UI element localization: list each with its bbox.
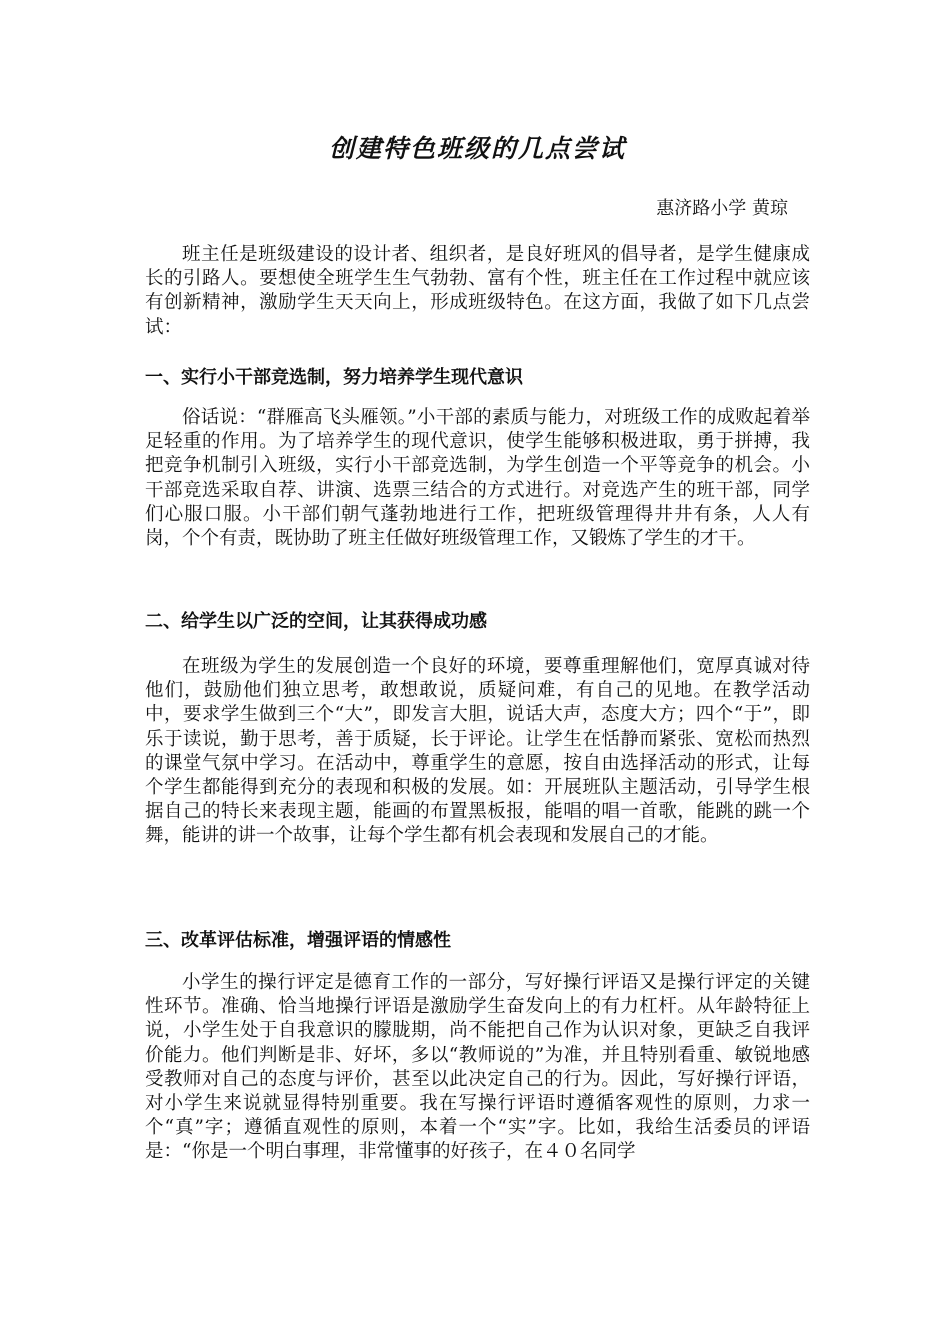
- section-body-1: 俗话说：“群雁高飞头雁领。”小干部的素质与能力，对班级工作的成败起着举足轻重的作用。为了培养学生的现代意识，使学生能够积极进取，勇于拼搏，我把竞争机制引入班级，实行小干部竞选制，为学生创造一个平等竞争的机会。小干部竞选采取自荐、讲演、选票三结合的方式进行。对竞选产生的班干部，同学们心服口服。小干部们朝气蓬勃地进行工作，把班级管理得井井有条，人人有岗，个个有责，既协助了班主任做好班级管理工作，又锻炼了学生的才干。: [145, 407, 810, 550]
- section-body-3: 小学生的操行评定是德育工作的一部分，写好操行评语又是操行评定的关键性环节。准确、恰当地操行评语是激励学生奋发向上的有力杠杆。从年龄特征上说，小学生处于自我意识的朦胧期，尚不能把自己作为认识对象，更缺乏自我评价能力。他们判断是非、好坏，多以“教师说的”为准，并且特别看重、敏锐地感受教师对自己的态度与评价，甚至以此决定自己的行为。因此，写好操行评语，对小学生来说就显得特别重要。我在写操行评语时遵循客观性的原则，力求一个“真”字；遵循直观性的原则，本着一个“实”字。比如，我给生活委员的评语是：“你是一个明白事理，非常懂事的好孩子，在４０名同学: [145, 972, 810, 1163]
- section-heading-1: 一、实行小干部竞选制，努力培养学生现代意识: [145, 367, 523, 388]
- section-body-2: 在班级为学生的发展创造一个良好的环境，要尊重理解他们，宽厚真诚对待他们，鼓励他们独立思考，敢想敢说，质疑问难，有自己的见地。在教学活动中，要求学生做到三个“大”，即发言大胆，说话大声，态度大方；四个“于”，即乐于读说，勤于思考，善于质疑，长于评论。让学生在恬静而紧张、宽松而热烈的课堂气氛中学习。在活动中，尊重学生的意愿，按自由选择活动的形式，让每个学生都能得到充分的表现和积极的发展。如：开展班队主题活动，引导学生根据自己的特长来表现主题，能画的布置黑板报，能唱的唱一首歌，能跳的跳一个舞，能讲的讲一个故事，让每个学生都有机会表现和发展自己的才能。: [145, 656, 810, 847]
- intro-paragraph: 班主任是班级建设的设计者、组织者，是良好班风的倡导者，是学生健康成长的引路人。要想使全班学生生气勃勃、富有个性，班主任在工作过程中就应该有创新精神，激励学生天天向上，形成班级特色。在这方面，我做了如下几点尝试：: [145, 244, 810, 338]
- document-title: 创建特色班级的几点尝试: [328, 134, 626, 163]
- section-heading-2: 二、给学生以广泛的空间，让其获得成功感: [145, 611, 487, 632]
- document-author: 惠济路小学 黄琼: [656, 198, 788, 219]
- section-heading-3: 三、改革评估标准，增强评语的情感性: [145, 930, 451, 951]
